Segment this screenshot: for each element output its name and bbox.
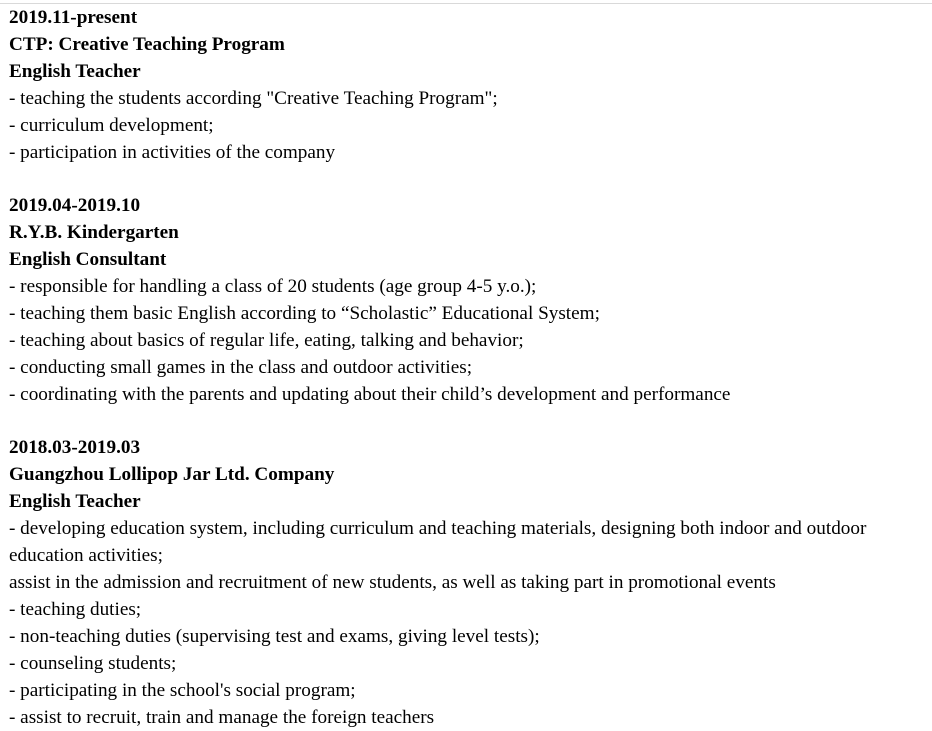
duty-item: - teaching duties; — [9, 599, 142, 620]
entry-role: English Teacher — [9, 491, 141, 512]
duty-item: - teaching the students according "Creative Teaching Program"; — [9, 88, 498, 109]
entry-period: 2019.11-present — [9, 7, 138, 28]
experience-entry-lollipop-jar — [9, 434, 919, 731]
entry-period: 2018.03-2019.03 — [9, 437, 141, 458]
entry-period: 2019.04-2019.10 — [9, 195, 141, 216]
duty-item: - conducting small games in the class and outdoor activities; — [9, 357, 473, 378]
duty-item: - teaching about basics of regular life, eating, talking and behavior; — [9, 330, 524, 351]
work-experience-section — [9, 4, 919, 731]
experience-entry-ctp — [9, 4, 919, 166]
duty-item: - coordinating with the parents and updating about their child’s development and performance — [9, 384, 731, 405]
duty-item: - developing education system, including curriculum and teaching materials, designing both indoor and outdoor education activities; — [9, 518, 867, 566]
duty-item: - teaching them basic English according to “Scholastic” Educational System; — [9, 303, 600, 324]
duty-item: - responsible for handling a class of 20 students (age group 4-5 y.o.); — [9, 276, 537, 297]
duty-item: - non-teaching duties (supervising test and exams, giving level tests); — [9, 626, 540, 647]
entry-organization: R.Y.B. Kindergarten — [9, 222, 179, 243]
duty-item: - curriculum development; — [9, 115, 214, 136]
duty-item: assist in the admission and recruitment of new students, as well as taking part in promotional events — [9, 572, 776, 593]
entry-role: English Consultant — [9, 249, 167, 270]
entry-role: English Teacher — [9, 61, 141, 82]
entry-organization: CTP: Creative Teaching Program — [9, 34, 285, 55]
duty-item: - assist to recruit, train and manage the foreign teachers — [9, 707, 435, 728]
entry-organization: Guangzhou Lollipop Jar Ltd. Company — [9, 464, 335, 485]
duty-item: - counseling students; — [9, 653, 177, 674]
duty-item: - participating in the school's social program; — [9, 680, 356, 701]
duty-item: - participation in activities of the company — [9, 142, 336, 163]
experience-entry-ryb — [9, 192, 919, 408]
